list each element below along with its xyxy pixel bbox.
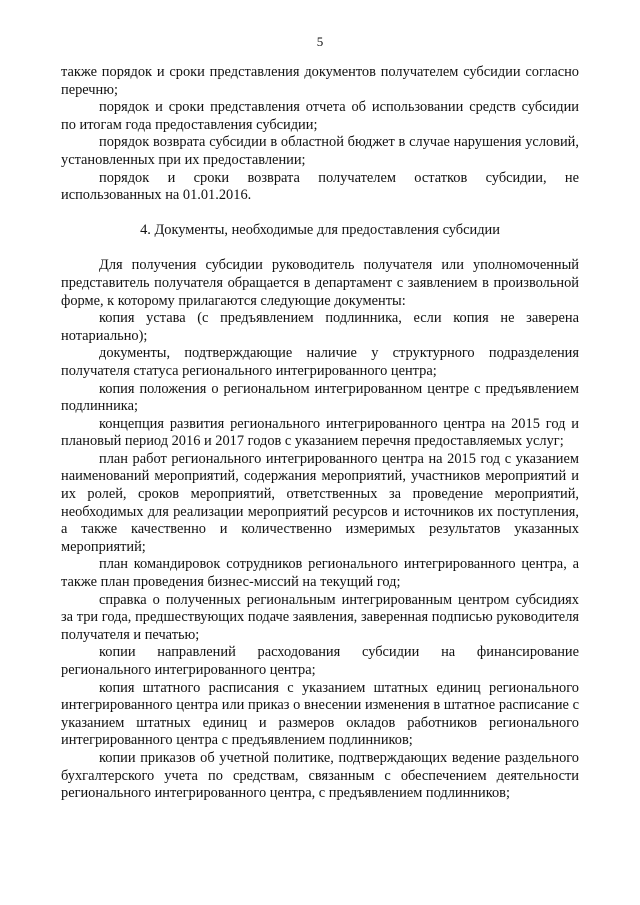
- list-item: документы, подтверждающие наличие у структурного подразделения получателя статуса регионального интегрированного центра;: [61, 345, 579, 379]
- paragraph: порядок и сроки возврата получателем остатков субсидии, не использованных на 01.01.2016.: [61, 169, 579, 204]
- paragraph: порядок и сроки представления отчета об использовании средств субсидии по итогам года предоставления субсидии;: [61, 99, 579, 133]
- list-item: копия положения о региональном интегрированном центре с предъявлением подлинника;: [61, 380, 579, 415]
- paragraph: Для получения субсидии руководитель получателя или уполномоченный представитель получателя обращается в департамент с заявлением в произвольной форме, к которому прилагаются следующие документы:: [61, 257, 579, 309]
- page-number: 5: [316, 34, 324, 49]
- section-heading: 4. Документы, необходимые для предоставления субсидии: [140, 221, 500, 238]
- list-item: справка о полученных региональным интегрированным центром субсидиях за три года, предшествующих подаче заявления, заверенная подписью руководителя получателя и печатью;: [61, 591, 579, 643]
- document-body: [61, 64, 579, 803]
- list-item: план работ регионального интегрированного центра на 2015 год с указанием наименований мероприятий, содержания мероприятий, участников мероприятий и их ролей, сроков мероприятий, ответственных за проведение мероприятий, необходимых для реализации мероприятий ресурсов и источников их поступления, а также качественно и количественно измеримых результатов указанных мероприятий;: [61, 450, 579, 555]
- list-item: копии приказов об учетной политике, подтверждающих ведение раздельного бухгалтерского учета по средствам, связанным с обеспечением деятельности регионального интегрированного центра, с предъявлением подлинников;: [61, 749, 579, 802]
- paragraph: порядок возврата субсидии в областной бюджет в случае нарушения условий, установленных при их предоставлении;: [61, 134, 579, 168]
- list-item: копия штатного расписания с указанием штатных единиц регионального интегрированного центра или приказ о внесении изменения в штатное расписание с указанием штатных единиц и размеров окладов работников регионального интегрированного центра с предъявлением подлинников;: [61, 679, 579, 749]
- paragraph: также порядок и сроки представления документов получателем субсидии согласно перечню;: [61, 64, 579, 98]
- list-item: концепция развития регионального интегрированного центра на 2015 год и плановый период 2016 и 2017 годов с указанием перечня предоставляемых услуг;: [61, 415, 579, 450]
- list-item: план командировок сотрудников регионального интегрированного центра, а также план проведения бизнес-миссий на текущий год;: [61, 556, 579, 591]
- list-item: копия устава (с предъявлением подлинника, если копия не заверена нотариально);: [61, 310, 579, 344]
- list-item: копии направлений расходования субсидии на финансирование регионального интегрированного центра;: [61, 644, 579, 678]
